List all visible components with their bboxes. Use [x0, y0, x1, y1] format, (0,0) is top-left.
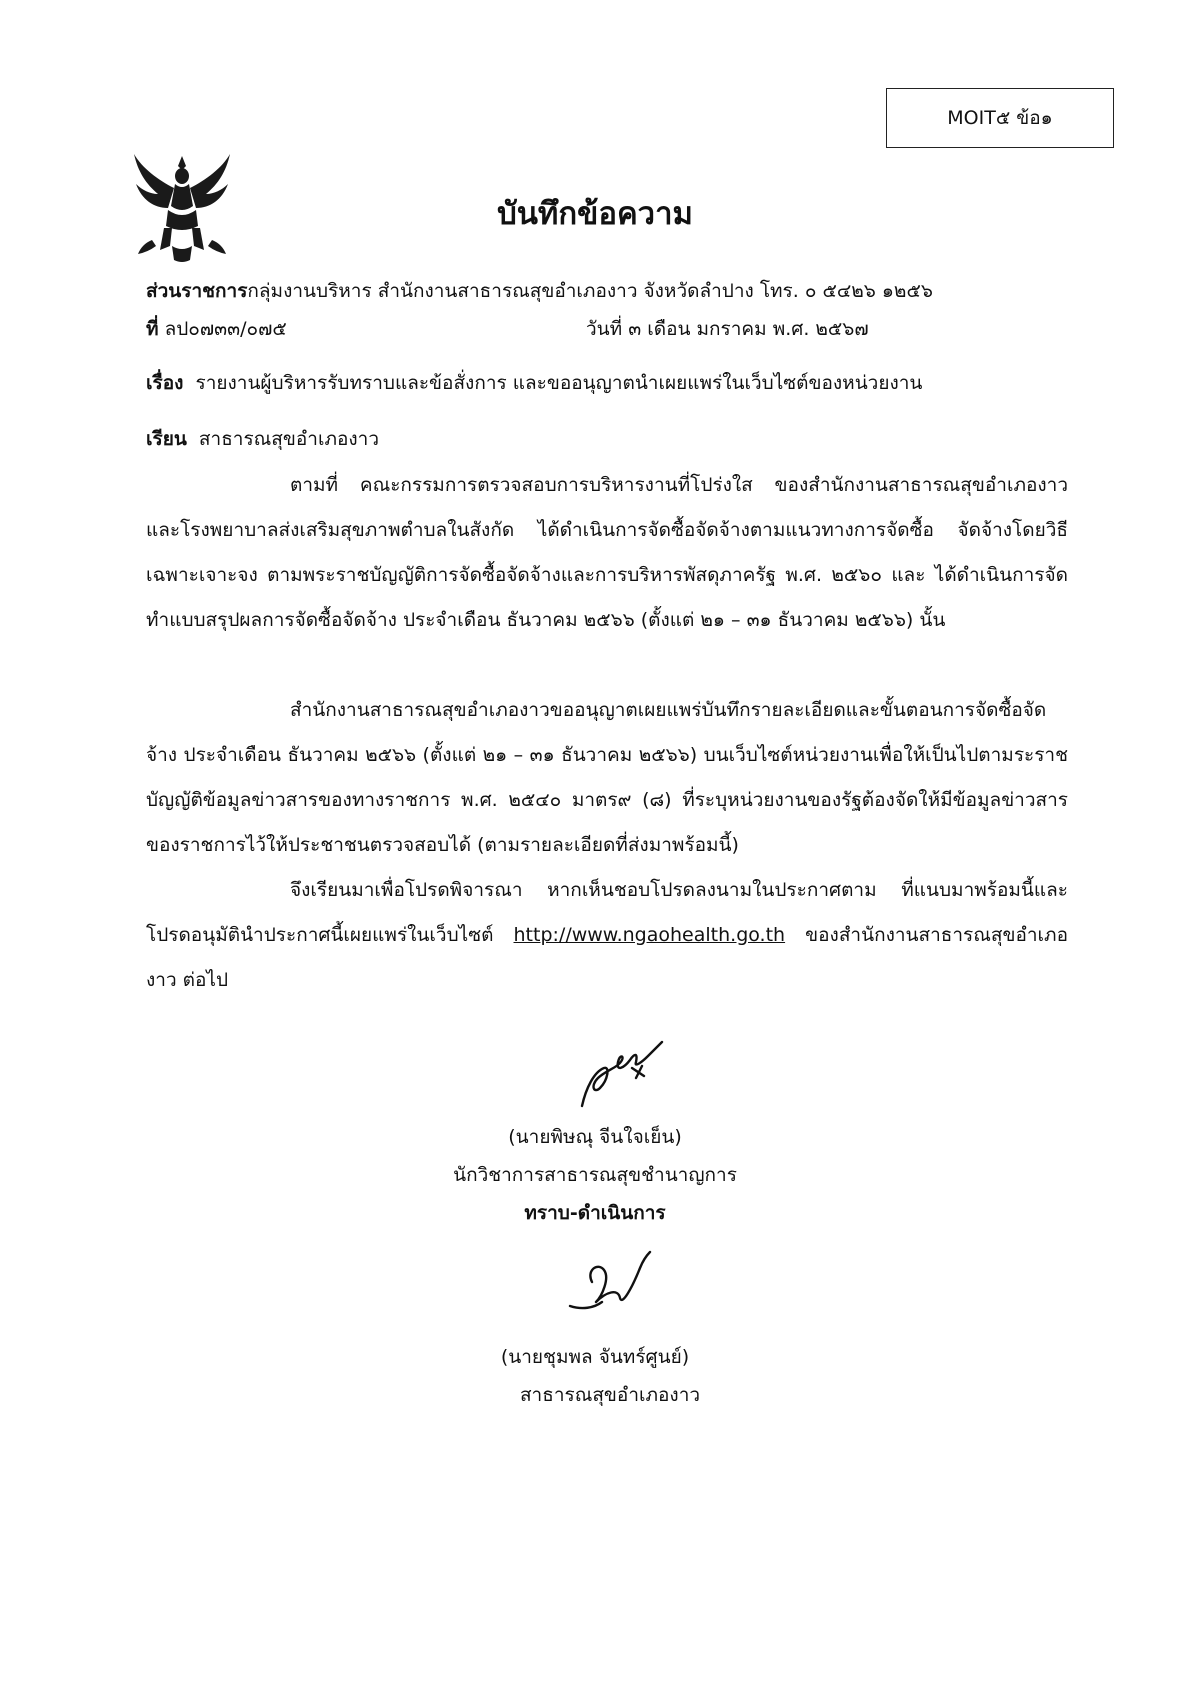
- subject-label: เรื่อง: [146, 372, 184, 394]
- recipient-value: สาธารณสุขอำเภองาว: [198, 428, 379, 450]
- signer-2-name: (นายชุมพล จันทร์ศูนย์): [500, 1346, 690, 1368]
- reference-number: ลป๐๗๓๓/๐๗๕: [164, 318, 287, 340]
- paragraph-3-ending: ของสำนักงานสาธารณสุขอำเภองาว ต่อไป: [146, 924, 1068, 991]
- document-title: บันทึกข้อความ: [497, 196, 693, 232]
- body-paragraph-1: ตามที่ คณะกรรมการตรวจสอบการบริหารงานที่โปร่งใส ของสำนักงานสาธารณสุขอำเภองาว และโรงพยาบาลส่งเสริมสุขภาพตำบลในสังกัด ได้ดำเนินการจัดซื้อจัดจ้างตามแนวทางการจัดซื้อ จัดจ้างโดยวิธีเฉพาะเจาะจง ตามพระราชบัญญัติการจัดซื้อจัดจ้างและการบริหารพัสดุภาครัฐ พ.ศ. ๒๕๖๐ และ ได้ดำเนินการจัดทำแบบสรุปผลการจัดซื้อจัดจ้าง ประจำเดือน ธันวาคม ๒๕๖๖ (ตั้งแต่ ๒๑ – ๓๑ ธันวาคม ๒๕๖๖) นั้น: [146, 474, 1068, 631]
- subject-value: รายงานผู้บริหารรับทราบและข้อสั่งการ และขออนุญาตนำเผยแพร่ในเว็บไซต์ของหน่วยงาน: [195, 372, 923, 394]
- signer-1-name: (นายพิษณุ จีนใจเย็น): [508, 1126, 682, 1148]
- signature-1-image: [572, 1038, 668, 1112]
- reference-box: [886, 88, 1114, 148]
- subject-line: [146, 368, 922, 398]
- document-date: วันที่ ๓ เดือน มกราคม พ.ศ. ๒๕๖๗: [586, 318, 869, 340]
- signature-2-image: [562, 1248, 658, 1318]
- website-link[interactable]: http://www.ngaohealth.go.th: [513, 924, 786, 946]
- reference-code: MOIT๕ ข้อ๑: [947, 107, 1053, 129]
- reference-label: ที่: [146, 318, 159, 340]
- reference-line: [146, 314, 287, 344]
- body-paragraph-3: [146, 868, 1068, 1003]
- recipient-line: [146, 424, 379, 454]
- signer-2-position: สาธารณสุขอำเภองาว: [519, 1384, 701, 1406]
- paragraph-3-text: จึงเรียนมาเพื่อโปรดพิจารณา หากเห็นชอบโปรดลงนามในประกาศตาม ที่แนบมาพร้อมนี้และโปรดอนุมัตินำประกาศนี้เผยแพร่ในเว็บไซต์: [146, 879, 1068, 946]
- agency-label: ส่วนราชการ: [146, 280, 248, 302]
- agency-value: กลุ่มงานบริหาร สำนักงานสาธารณสุขอำเภองาว จังหวัดลำปาง โทร. ๐ ๕๔๒๖ ๑๒๕๖: [247, 280, 933, 302]
- body-paragraph-2: สำนักงานสาธารณสุขอำเภองาวขออนุญาตเผยแพร่บันทึกรายละเอียดและขั้นตอนการจัดซื้อจัดจ้าง ประจำเดือน ธันวาคม ๒๕๖๖ (ตั้งแต่ ๒๑ – ๓๑ ธันวาคม ๒๕๖๖) บนเว็บไซต์หน่วยงานเพื่อให้เป็นไปตามระราชบัญญัติข้อมูลข่าวสารของทางราชการ พ.ศ. ๒๕๔๐ มาตร๙ (๘) ที่ระบุหน่วยงานของรัฐต้องจัดให้มีข้อมูลข่าวสารของราชการไว้ให้ประชาชนตรวจสอบได้ (ตามรายละเอียดที่ส่งมาพร้อมนี้): [146, 699, 1068, 856]
- signer-1-position: นักวิชาการสาธารณสุขชำนาญการ: [453, 1164, 737, 1186]
- endorsement-text: ทราบ-ดำเนินการ: [524, 1202, 666, 1224]
- agency-line: [146, 276, 933, 306]
- recipient-label: เรียน: [146, 428, 187, 450]
